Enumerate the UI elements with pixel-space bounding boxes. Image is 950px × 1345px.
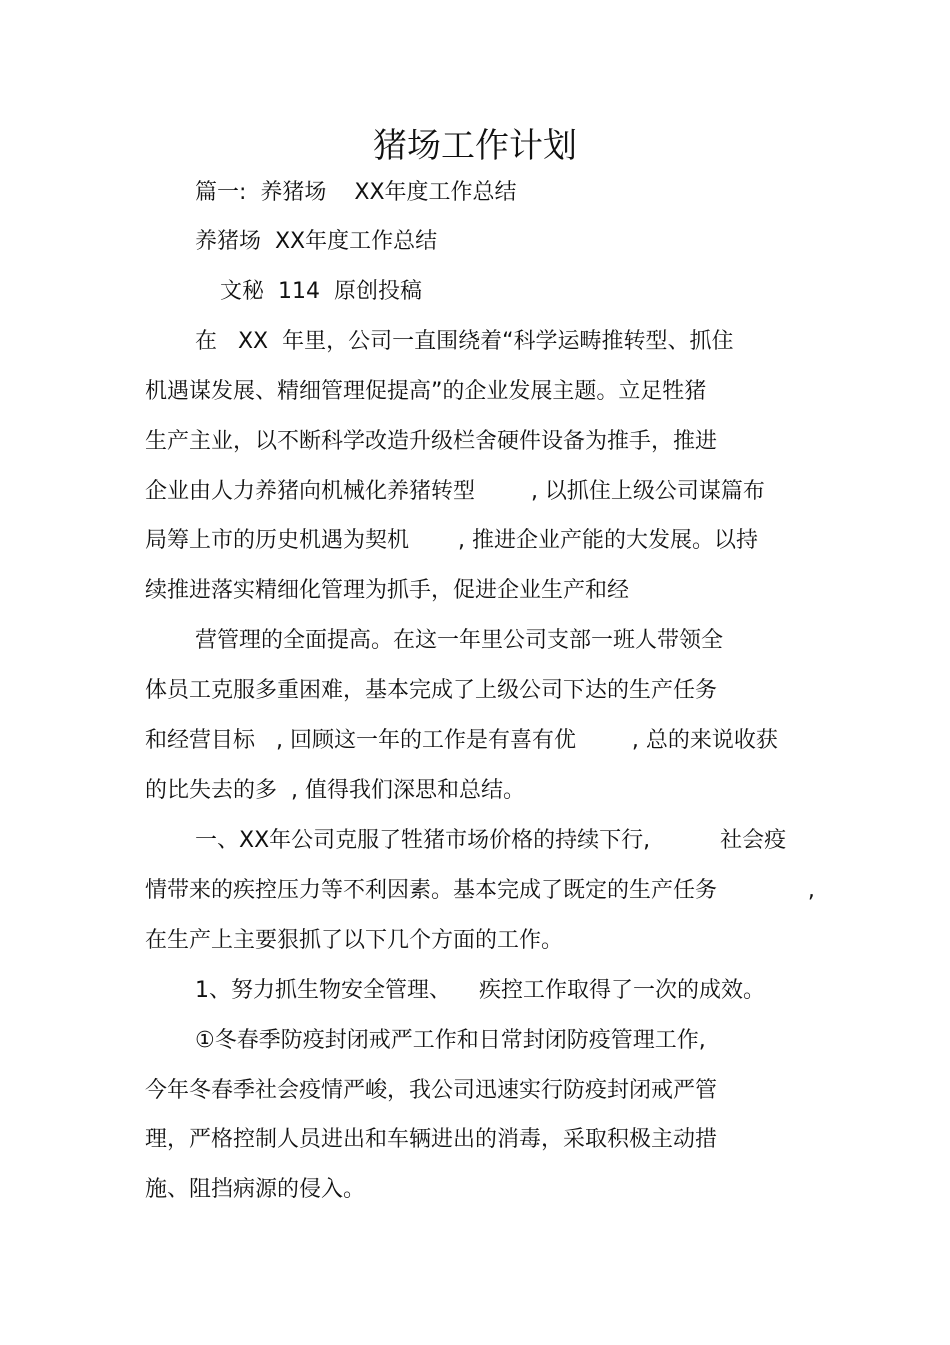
- text-line: 施、阻挡病源的侵入。: [145, 1177, 366, 1202]
- text-line: 文秘 114 原创投稿: [220, 279, 422, 304]
- text-line: ①冬春季防疫封闭戒严工作和日常封闭防疫管理工作,: [195, 1028, 706, 1053]
- text-line: 体员工克服多重困难，基本完成了上级公司下达的生产任务: [145, 678, 718, 703]
- text-line: 营管理的全面提高。在这一年里公司支部一班人带领全: [195, 628, 724, 653]
- text-line: 今年冬春季社会疫情严峻，我公司迅速实行防疫封闭戒严管: [145, 1078, 718, 1103]
- text-line: 篇一: 养猪场 XX年度工作总结: [195, 180, 517, 205]
- text-line: 一、XX年公司克服了牲猪市场价格的持续下行, 社会疫: [195, 828, 787, 853]
- text-line: 局筹上市的历史机遇为契机 , 推进企业产能的大发展。以持: [145, 528, 758, 553]
- text-line: 养猪场 XX年度工作总结: [195, 229, 438, 254]
- text-line: 生产主业，以不断科学改造升级栏舍硬件设备为推手，推进: [145, 429, 718, 454]
- text-line: 1、努力抓生物安全管理、 疾控工作取得了一次的成效。: [195, 978, 765, 1003]
- text-line: 在 XX 年里，公司一直围绕着“科学运畴推转型、抓住: [195, 329, 734, 354]
- text-line: 理，严格控制人员进出和车辆进出的消毒，采取积极主动措: [145, 1127, 718, 1152]
- text-line: 在生产上主要狠抓了以下几个方面的工作。: [145, 928, 564, 953]
- text-line: 和经营目标 , 回顾这一年的工作是有喜有优 , 总的来说收获: [145, 728, 778, 753]
- text-line: 的比失去的多 , 值得我们深思和总结。: [145, 778, 525, 803]
- text-line: 机遇谋发展、精细管理促提高”的企业发展主题。立足牲猪: [145, 379, 707, 404]
- document-title: 猪场工作计划: [373, 126, 577, 166]
- text-line: 情带来的疾控压力等不利因素。基本完成了既定的生产任务 ,: [145, 878, 815, 903]
- text-line: 续推进落实精细化管理为抓手，促进企业生产和经: [145, 578, 630, 603]
- text-line: 企业由人力养猪向机械化养猪转型 , 以抓住上级公司谋篇布: [145, 479, 765, 504]
